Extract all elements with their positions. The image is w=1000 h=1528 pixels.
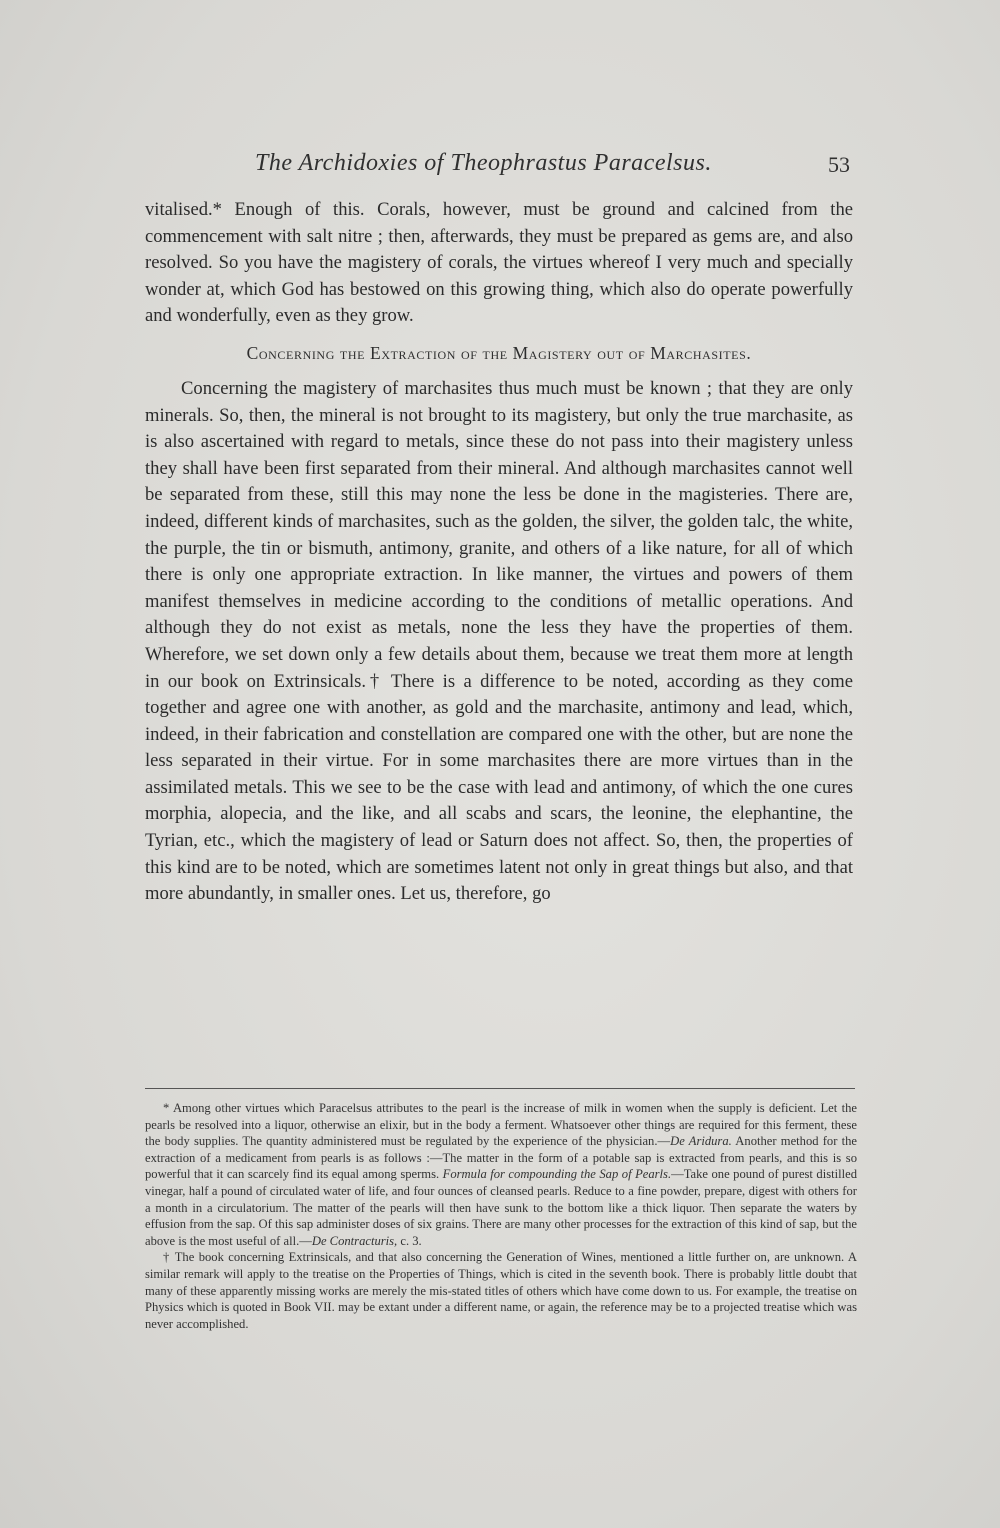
footnote-text: —Take one pound of purest distilled vinegar, half a pound of circulated water of life, and four ounces of cleansed pearls. Reduce to a fine powder, prepare, digest with others for a month in a circulatorium. The matter of the pearls will then have sunk to the bottom like a thick liquor. Then separate the waters by effusion from the sap. Of this sap administer doses of six grains. There are many other processes for the extraction of this kind of sap, but the above is the most useful of all.— [145, 1167, 858, 1248]
footnote-text: c. 3. [397, 1233, 422, 1248]
footnote-rule [145, 1088, 855, 1089]
footnote-text: Another method for the extraction of a medicament from pearls is as follows :—The matter in the form of a potable sap is extracted from pearls, and this is so powerful that it can scarcely find its equal among sperms. [145, 1134, 858, 1182]
section-heading: Concerning the Extraction of the Magistery out of Marchasites. [246, 342, 752, 363]
page-number: 53 [828, 152, 850, 177]
body-text [145, 197, 853, 908]
footnotes [145, 1100, 857, 1332]
paragraph-marchasites: Concerning the magistery of marchasites thus much must be known ; that they are only minerals. So, then, the mineral is not brought to its magistery, but only the true marchasite, as is also ascertained with regard to metals, since these do not pass into their magistery unless they shall have been first separated from their mineral. And although marchasites cannot well be separated from these, still this may none the less be done in the magisteries. There are, indeed, different kinds of marchasites, such as the golden, the silver, the golden talc, the white, the purple, the tin or bismuth, antimony, granite, and others of a like nature, for all of which there is only one appropriate extraction. In like manner, the virtues and powers of them manifest themselves in medicine according to the conditions of metallic operations. And although they do not exist as metals, none the less they have the properties of them. Wherefore, we set down only a few details about them, because we treat them more at length in our book on Extrinsicals.† There is a difference to be noted, according as they come together and agree one with another, as gold and the marchasite, antimony and lead, which, indeed, in their fabrication and constellation are compared one with the other, but are none the less separated in their virtue. For in some marchasites there are more virtues than in the assimilated metals. This we see to be the case with lead and antimony, of which the one cures morphia, alopecia, and the like, and all scabs and scars, the leonine, the elephantine, the Tyrian, etc., which the magistery of lead or Saturn does not affect. So, then, the properties of this kind are to be noted, which are sometimes latent not only in great things but also, and that more abundantly, in smaller ones. Let us, therefore, go [145, 377, 853, 905]
footnote-pearls [145, 1100, 857, 1249]
running-head [145, 150, 850, 190]
footnote-citation: De Contracturis, [311, 1233, 398, 1248]
footnote-citation: De Aridura. [670, 1134, 732, 1149]
footnote-extrinsicals: † The book concerning Extrinsicals, and that also concerning the Generation of Wines, mentioned a little further on, are unknown. A similar remark will apply to the treatise on the Properties of Things, which is cited in the seventh book. There is probably little doubt that many of these apparently missing works are merely the mis-stated titles of others which have come down to us. For example, the treatise on Physics which is quoted in Book VII. may be extant under a different name, or again, the reference may be to a projected treatise which was never accomplished. [145, 1250, 857, 1331]
footnote-text: * Among other virtues which Paracelsus attributes to the pearl is the increase of milk in women when the supply is deficient. Let the pearls be resolved into a liquor, otherwise an elixir, but in the body a ferment. Whatsoever other things are required for this ferment, these the body supplies. The quantity administered must be regulated by the experience of the physician.— [145, 1101, 857, 1149]
paragraph-continuation: vitalised.* Enough of this. Corals, however, must be ground and calcined from the commencement with salt nitre ; then, afterwards, they must be prepared as gems are, and also resolved. So you have the magistery of corals, the virtues whereof I very much and specially wonder at, which God has bestowed on this growing thing, which also do operate powerfully and wonderfully, even as they grow. [145, 199, 853, 327]
running-title: The Archidoxies of Theophrastus Paracelsus. [255, 150, 712, 176]
footnote-citation: Formula for compounding the Sap of Pearls. [442, 1167, 672, 1182]
